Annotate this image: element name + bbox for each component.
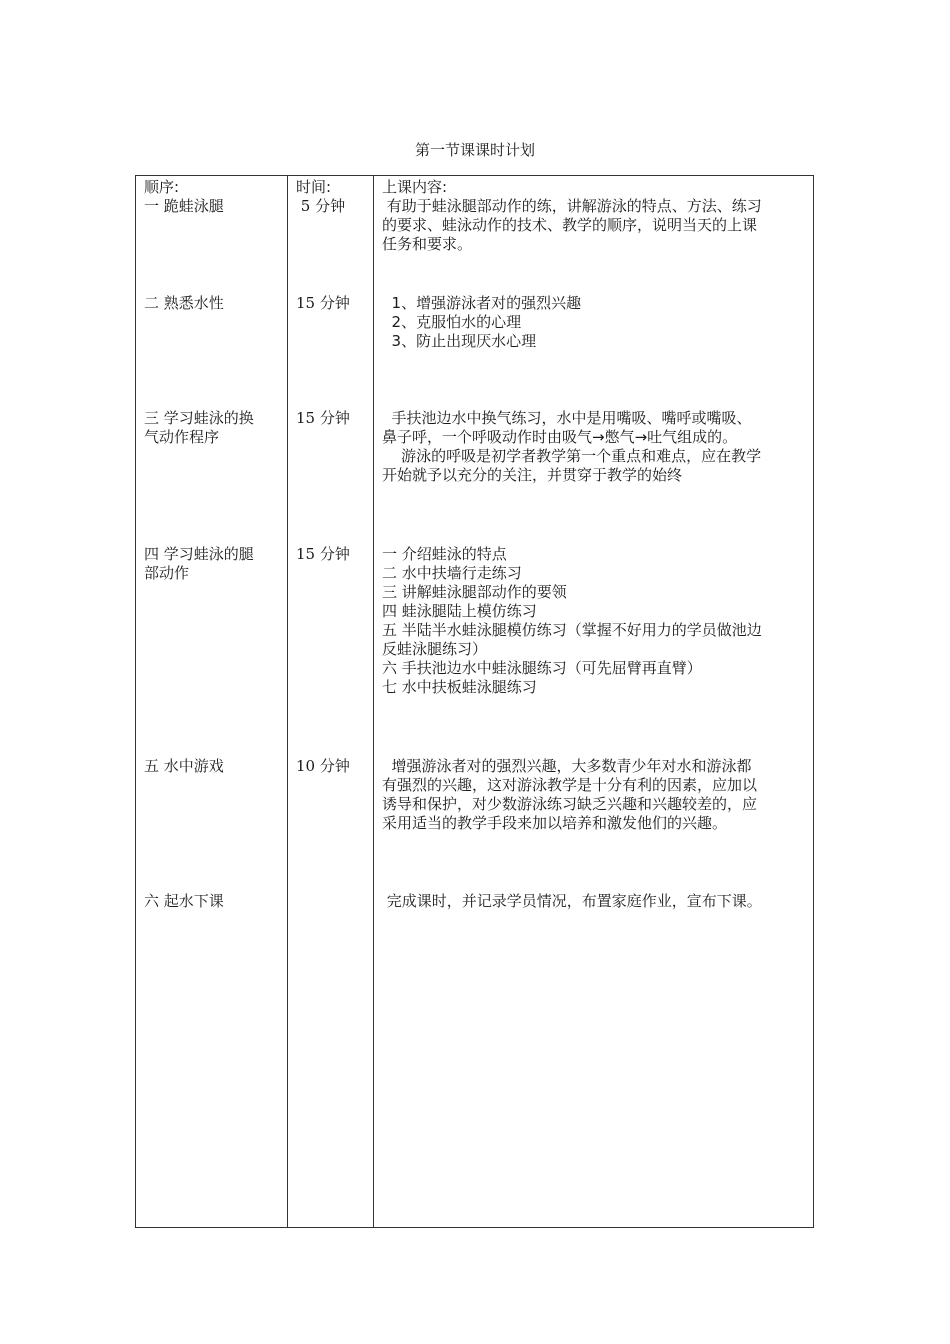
row-4-sequence: 四 学习蛙泳的腿 部动作 [144, 545, 254, 582]
row-5-sequence: 五 水中游戏 [144, 757, 224, 775]
page-title: 第一节课课时计划 [414, 141, 535, 159]
row-1-time: 5 分钟 [296, 197, 346, 215]
column-divider [287, 176, 288, 1227]
row-2-time: 15 分钟 [296, 294, 350, 312]
row-6-content: 完成课时，并记录学员情况，布置家庭作业，宣布下课。 [382, 892, 762, 910]
row-4-content: 一 介绍蛙泳的特点 二 水中扶墙行走练习 三 讲解蛙泳腿部动作的要领 四 蛙泳腿陆上模仿练习 五 半陆半水蛙泳腿模仿练习（掌握不好用力的学员做池边 反蛙泳腿练习） 六 手扶池边水中蛙泳腿练习（可先屈臂再直臂） 七 水中扶板蛙泳腿练习 [382, 545, 762, 696]
row-1-sequence: 一 跪蛙泳腿 [144, 197, 224, 215]
lesson-plan-table [135, 175, 814, 1228]
row-5-content: 增强游泳者对的强烈兴趣，大多数青少年对水和游泳都 有强烈的兴趣，这对游泳教学是十分有利的因素，应加以 诱导和保护，对少数游泳练习缺乏兴趣和兴趣较差的，应 采用适当的教学手段来加以培养和激发他们的兴趣。 [382, 757, 758, 832]
row-1-content: 有助于蛙泳腿部动作的练，讲解游泳的特点、方法、练习 的要求、蛙泳动作的技术、教学的顺序，说明当天的上课 任务和要求。 [382, 197, 762, 253]
row-3-time: 15 分钟 [296, 409, 350, 427]
row-2-sequence: 二 熟悉水性 [144, 294, 224, 312]
row-4-time: 15 分钟 [296, 545, 350, 563]
row-3-sequence: 三 学习蛙泳的换 气动作程序 [144, 409, 254, 446]
row-2-content: 1、增强游泳者对的强烈兴趣 2、克服怕水的心理 3、防止出现厌水心理 [391, 294, 582, 350]
column-divider [373, 176, 374, 1227]
time-header: 时间: [296, 178, 332, 196]
content-header: 上课内容: [382, 178, 448, 196]
row-5-time: 10 分钟 [296, 757, 350, 775]
sequence-header: 顺序: [144, 178, 180, 196]
row-3-content: 手扶池边水中换气练习，水中是用嘴吸、嘴呼或嘴吸、 鼻子呼，一个呼吸动作时由吸气→憋气→吐气组成的。 游泳的呼吸是初学者教学第一个重点和难点，应在教学 开始就予以充分的关注，并贯穿于教学的始终 [382, 409, 762, 484]
row-6-sequence: 六 起水下课 [144, 892, 224, 910]
